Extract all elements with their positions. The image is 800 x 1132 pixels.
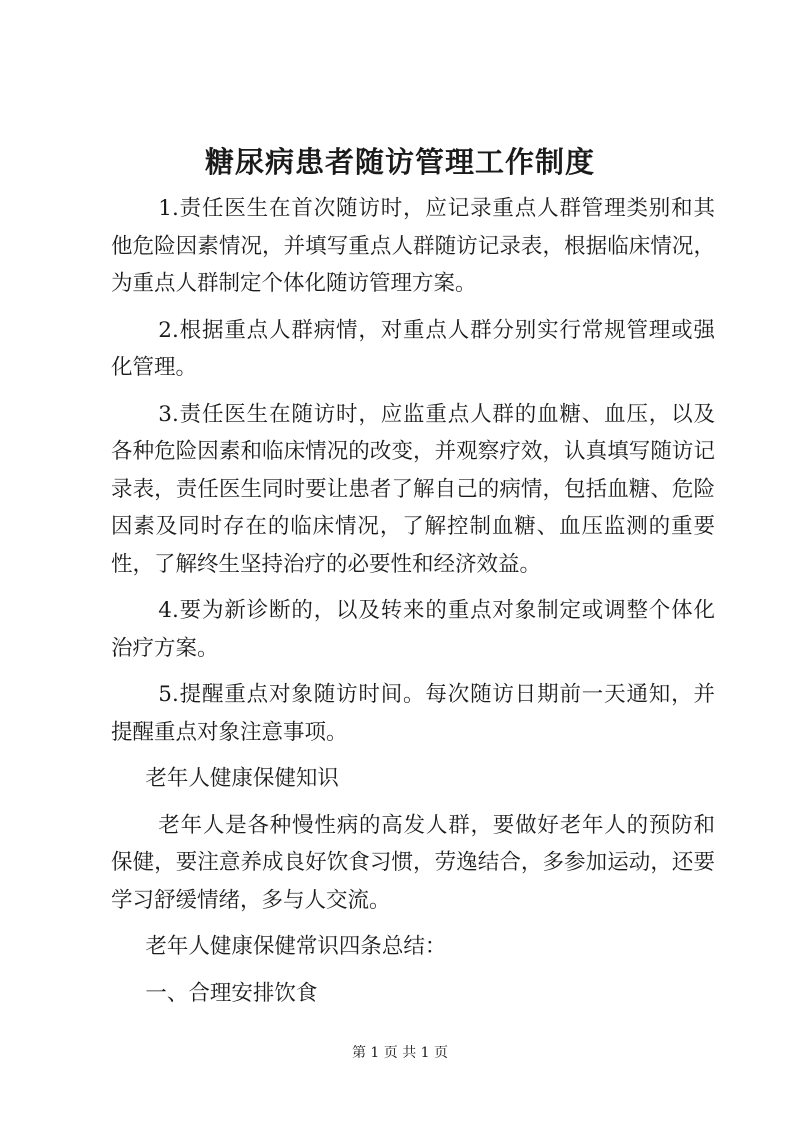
paragraph-4: 4.要为新诊断的，以及转来的重点对象制定或调整个体化治疗方案。 (111, 598, 715, 661)
document-body (111, 190, 715, 1021)
paragraph-1: 1.责任医生在首次随访时，应记录重点人群管理类别和其他危险因素情况，并填写重点人群随访记录表，根据临床情况，为重点人群制定个体化随访管理方案。 (111, 196, 715, 296)
paragraph-3: 3.责任医生在随访时，应监重点人群的血糖、血压，以及各种危险因素和临床情况的改变，并观察疗效，认真填写随访记录表，责任医生同时要让患者了解自己的病情，包括血糖、危险因素及同时存在的临床情况，了解控制血糖、血压监测的重要性，了解终生坚持治疗的必要性和经济效益。 (111, 401, 715, 577)
document-title: 糖尿病患者随访管理工作制度 (204, 145, 595, 179)
paragraph-5: 5.提醒重点对象随访时间。每次随访日期前一天通知，并提醒重点对象注意事项。 (111, 682, 715, 745)
paragraph-2: 2.根据重点人群病情，对重点人群分别实行常规管理或强化管理。 (111, 317, 715, 380)
section-heading: 老年人健康保健知识 (145, 766, 339, 791)
page-footer: 第 1 页 共 1 页 (351, 1045, 449, 1061)
section-paragraph: 老年人是各种慢性病的高发人群，要做好老年人的预防和保健，要注意养成良好饮食习惯，劳逸结合，多参加运动，还要学习舒缓情绪，多与人交流。 (111, 812, 715, 913)
summary-heading: 老年人健康保健常识四条总结： (145, 934, 447, 959)
list-item-1: 一、合理安排饮食 (145, 980, 318, 1006)
